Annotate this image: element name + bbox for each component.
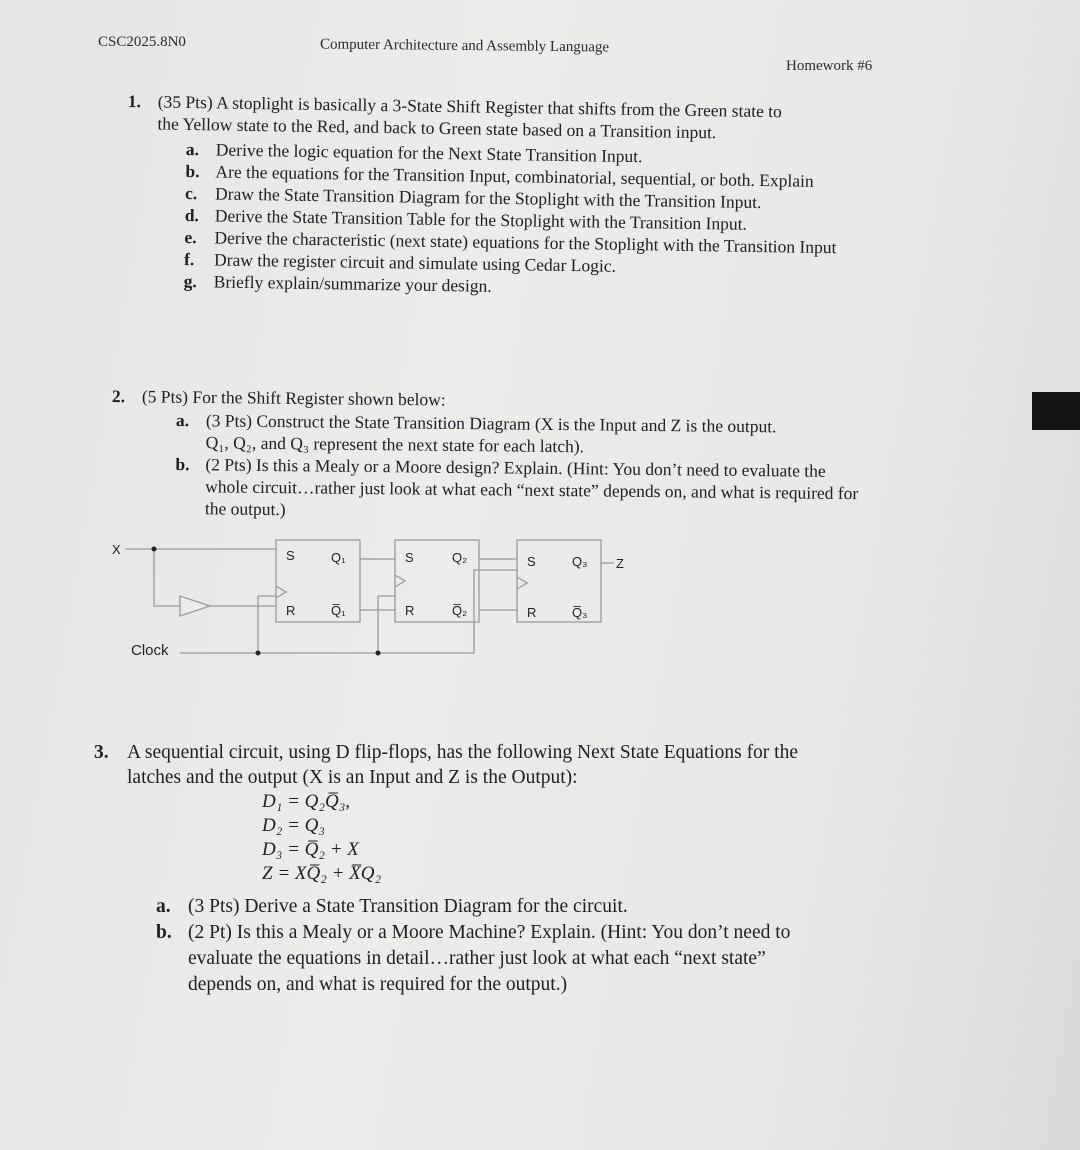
question-number: 1. bbox=[127, 90, 142, 112]
input-x-label: X bbox=[112, 542, 121, 557]
latch-3-r: R bbox=[527, 605, 537, 620]
latch-3-s: S bbox=[527, 554, 536, 569]
homework-number: Homework #6 bbox=[786, 58, 873, 74]
part-a: a. (3 Pts) Construct the State Transition Diagram (X is the Input and Z is the output. bbox=[175, 409, 777, 437]
part-b: b. (2 Pt) Is this a Mealy or a Moore Machine? Explain. (Hint: You don’t need to bbox=[156, 922, 791, 943]
question-number: 2. bbox=[111, 385, 126, 407]
latch-3-q: Q₃ bbox=[572, 554, 588, 569]
latch-2-q: Q₂ bbox=[452, 550, 468, 565]
latch-1-qbar: Q̅₁ bbox=[331, 603, 346, 618]
junction-dot bbox=[376, 651, 381, 656]
question-number: 3. bbox=[94, 742, 109, 763]
junction-dot bbox=[256, 651, 261, 656]
equation-d1: D₁ = Q₂Q̅₃, bbox=[262, 791, 351, 812]
question-intro: (35 Pts) A stoplight is basically a 3-State Shift Register that shifts from the Green state to bbox=[157, 91, 782, 122]
junction-dot bbox=[152, 547, 157, 552]
question-intro: A sequential circuit, using D flip-flops, has the following Next State Equations for the bbox=[127, 742, 798, 763]
part-a-cont: Q₁, Q₂, and Q₃ represent the next state for each latch). bbox=[205, 432, 585, 457]
part-a: a. (3 Pts) Derive a State Transition Diagram for the circuit. bbox=[156, 896, 628, 917]
course-title: Computer Architecture and Assembly Language bbox=[319, 36, 610, 56]
part-b: b. (2 Pts) Is this a Mealy or a Moore design? Explain. (Hint: You don’t need to evaluate the bbox=[175, 453, 826, 481]
part-b: b. Are the equations for the Transition Input, combinatorial, sequential, or both. Explain bbox=[185, 160, 814, 191]
part-b-cont: whole circuit…rather just look at what each “next state” depends on, and what is required for bbox=[205, 476, 859, 504]
equation-d2: D₂ = Q₃ bbox=[262, 815, 325, 836]
question-intro: (5 Pts) For the Shift Register shown below: bbox=[141, 386, 446, 410]
latch-2-s: S bbox=[405, 550, 414, 565]
latch-2-qbar: Q̅₂ bbox=[452, 603, 468, 618]
latch-2-r: R bbox=[405, 603, 415, 618]
part-c: c. Draw the State Transition Diagram for the Stoplight with the Transition Input. bbox=[184, 182, 762, 213]
equation-d3: D₃ = Q̅₂ + X bbox=[262, 839, 359, 860]
clock-label: Clock bbox=[131, 642, 169, 659]
question-intro-cont: latches and the output (X is an Input and Z is the Output): bbox=[127, 767, 578, 788]
part-a: a. Derive the logic equation for the Next State Transition Input. bbox=[185, 138, 643, 167]
question-3-parts bbox=[156, 894, 790, 998]
course-code: CSC2025.8N0 bbox=[98, 34, 186, 50]
question-3 bbox=[94, 740, 798, 790]
output-z-label: Z bbox=[616, 556, 624, 571]
question-intro-cont: the Yellow state to the Red, and back to Green state based on a Transition input. bbox=[157, 113, 717, 143]
part-b-cont: evaluate the equations in detail…rather just look at what each “next state” bbox=[188, 948, 766, 969]
next-state-equations bbox=[262, 790, 381, 886]
part-f: f. Draw the register circuit and simulate using Cedar Logic. bbox=[183, 248, 617, 276]
inverter-triangle bbox=[180, 596, 210, 616]
latch-3-qbar: Q̅₃ bbox=[572, 605, 588, 620]
latch-1-s: S bbox=[286, 548, 295, 563]
part-d: d. Derive the State Transition Table for the Stoplight with the Transition Input. bbox=[184, 204, 748, 234]
latch-1-q: Q₁ bbox=[331, 550, 346, 565]
part-b-cont2: the output.) bbox=[204, 498, 286, 520]
part-b-cont2: depends on, and what is required for the output.) bbox=[188, 974, 568, 995]
equation-z: Z = XQ̅₂ + X̅Q₂ bbox=[262, 863, 382, 884]
part-g: g. Briefly explain/summarize your design. bbox=[183, 270, 492, 296]
latch-1-r: R bbox=[286, 603, 296, 618]
part-e: e. Derive the characteristic (next state) equations for the Stoplight with the Transition Input bbox=[184, 226, 837, 258]
